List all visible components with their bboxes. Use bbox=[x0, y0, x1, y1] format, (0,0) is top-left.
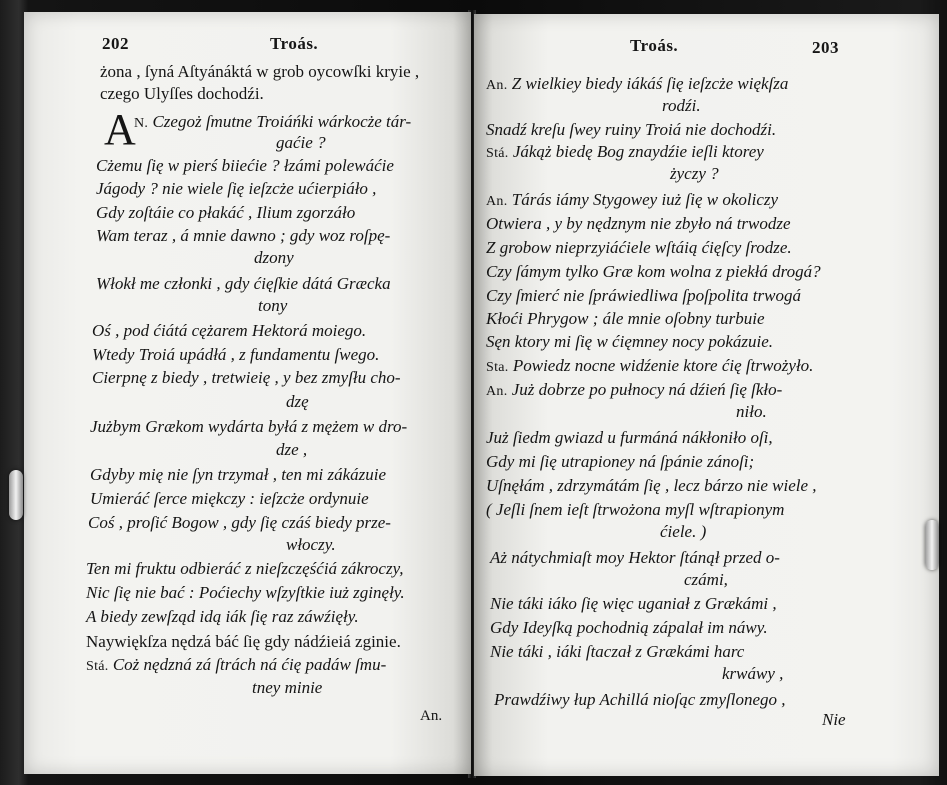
speaker-label: An. bbox=[486, 78, 508, 93]
text-line: Oś , pod ćiátá cężarem Hektorá moiego. bbox=[92, 321, 367, 340]
verse-text: Powiedz nocne widźenie ktore ćię ſtrwożyło. bbox=[512, 356, 814, 375]
text-line: Już ſiedm gwiazd u furmáná nákłoniło oſi, bbox=[486, 428, 773, 447]
text-line: Otwiera , y by nędznym nie zbyło ná trwodze bbox=[486, 214, 791, 233]
text-line: czámi, bbox=[684, 570, 728, 589]
text-line bbox=[486, 380, 782, 402]
text-line: Z grobow nieprzyiáćiele wſtáią ćięſcy ſrodze. bbox=[486, 238, 792, 257]
text-line: czego Ulyſſes dochodźi. bbox=[100, 84, 264, 103]
drop-cap: A bbox=[104, 105, 136, 154]
text-line bbox=[486, 142, 764, 164]
text-line: Snadź kreſu ſwey ruiny Troiá nie dochodźi. bbox=[486, 120, 777, 139]
text-line: Jużbym Grækom wydárta byłá z mężem w dro- bbox=[90, 417, 408, 436]
text-line: Gdy zoſtáie co płakáć , Ilium zgorzáło bbox=[96, 203, 356, 222]
text-line: Umieráć ſerce miękczy : ieſzcże ordynuie bbox=[90, 489, 369, 508]
speaker-label: Stá. bbox=[486, 146, 509, 161]
speaker-label: Sta. bbox=[486, 360, 509, 375]
left-page-number: 202 bbox=[102, 34, 129, 53]
text-line bbox=[486, 356, 813, 378]
text-line: Cierpnę z biedy , tretwieię , y bez zmyſłu cho- bbox=[92, 368, 401, 387]
speaker-label: An. bbox=[486, 384, 508, 399]
text-line: włoczy. bbox=[286, 535, 336, 554]
speaker-label: An. bbox=[486, 194, 508, 209]
text-line: Wam teraz , á mnie dawno ; gdy woz roſpę- bbox=[96, 226, 391, 245]
text-line: dze , bbox=[276, 440, 308, 459]
text-line bbox=[86, 655, 386, 677]
verse-text: Tárás iámy Stygowey iuż ſię w okoliczy bbox=[511, 190, 779, 209]
text-line: dzę bbox=[286, 392, 309, 411]
text-line: Czy ſámym tylko Græ kom wolna z piekłá drogá? bbox=[486, 262, 821, 281]
text-line: A biedy zewſząd idą iák ſię raz záwźięły. bbox=[86, 607, 359, 626]
verse-text: Czegoż ſmutne Troiáńki wárkocże tár- bbox=[152, 112, 412, 131]
text-line: Gdy mi ſię utrapioney ná ſpánie zánoſi; bbox=[486, 452, 755, 471]
text-line: Włokł me członki , gdy ćięſkie dátá Græcka bbox=[96, 274, 391, 293]
text-line: życzy ? bbox=[670, 164, 719, 183]
text-line: Nie táki iáko ſię więc uganiał z Grækámi , bbox=[490, 594, 777, 613]
page-clip-left bbox=[9, 470, 23, 520]
text-line: rodźi. bbox=[662, 96, 701, 115]
text-line bbox=[486, 190, 778, 212]
page-clip-right bbox=[925, 520, 939, 570]
text-line: Ten mi fruktu odbieráć z nieſzczęśćiá zákroczy, bbox=[86, 559, 404, 578]
speaker-label: Stá. bbox=[86, 659, 109, 674]
catchword: An. bbox=[420, 708, 443, 724]
text-line: Uſnęłám , zdrzymátám ſię , lecz bárzo nie wiele , bbox=[486, 476, 817, 495]
text-line: tney minie bbox=[252, 678, 323, 697]
text-line: niło. bbox=[736, 402, 767, 421]
verse-text: Jákąż biedę Bog znaydźie ieſli ktorey bbox=[512, 142, 764, 161]
text-line: Naywiękſza nędzá báć ſię gdy nádźieiá zginie. bbox=[86, 632, 401, 651]
text-line: Cżemu ſię w pierś biiećie ? łzámi polewáćie bbox=[96, 156, 394, 175]
text-line: Sęn ktory mi ſię w ćięmney nocy pokázuie. bbox=[486, 332, 774, 351]
text-line: Gdy Ideyſką pochodnią zápalał im náwy. bbox=[490, 618, 768, 637]
text-line: Aż nátychmiaſt moy Hektor ſtánął przed o- bbox=[490, 548, 780, 567]
text-line: Wtedy Troiá upádłá , z fundamentu ſwego. bbox=[92, 345, 380, 364]
speaker-label: N. bbox=[134, 116, 149, 131]
left-running-head: Troás. bbox=[270, 34, 319, 53]
text-line: Gdyby mię nie ſyn trzymał , ten mi zákázuie bbox=[90, 465, 387, 484]
text-line: dzony bbox=[254, 248, 294, 267]
text-line: tony bbox=[258, 296, 288, 315]
verse-text: Coż nędzná zá ſtrách ná ćię padáw ſmu- bbox=[112, 655, 387, 674]
text-line: gaćie ? bbox=[276, 133, 326, 152]
text-line bbox=[134, 112, 411, 134]
right-running-head: Troás. bbox=[630, 36, 679, 55]
text-line: żona , ſyná Aſtyánáktá w grob oycowſki kryie , bbox=[100, 62, 420, 81]
text-line: Coś , proſić Bogow , gdy ſię czáś biedy prze- bbox=[88, 513, 391, 532]
text-line: ćiele. ) bbox=[660, 522, 707, 541]
text-line: Jágody ? nie wiele ſię ieſzcże ućierpiáło , bbox=[96, 179, 377, 198]
text-line: Czy ſmierć nie ſpráwiedliwa ſpoſpolita trwogá bbox=[486, 286, 801, 305]
text-line: Nic ſię nie bać : Poćiechy wſzyſtkie iuż zginęły. bbox=[86, 583, 405, 602]
text-line: krwáwy , bbox=[722, 664, 784, 683]
text-line: Kłoći Phrygow ; ále mnie oſobny turbuie bbox=[486, 309, 765, 328]
text-line bbox=[486, 74, 788, 96]
text-line: Prawdźiwy łup Achillá nioſąc zmyſlonego , bbox=[494, 690, 786, 709]
right-page bbox=[474, 14, 939, 776]
left-page bbox=[24, 12, 471, 774]
text-line: ( Jeſli ſnem ieſt ſtrwożona myſl wſtrapionym bbox=[486, 500, 785, 519]
text-line: Nie táki , iáki ſtaczał z Grækámi harc bbox=[490, 642, 745, 661]
verse-text: Z wielkiey biedy iákáś ſię ieſzcże więkſza bbox=[511, 74, 789, 93]
right-page-number: 203 bbox=[812, 38, 839, 57]
verse-text: Już dobrze po pułnocy ná dźień ſię ſkło- bbox=[511, 380, 783, 399]
catchword: Nie bbox=[822, 710, 846, 729]
